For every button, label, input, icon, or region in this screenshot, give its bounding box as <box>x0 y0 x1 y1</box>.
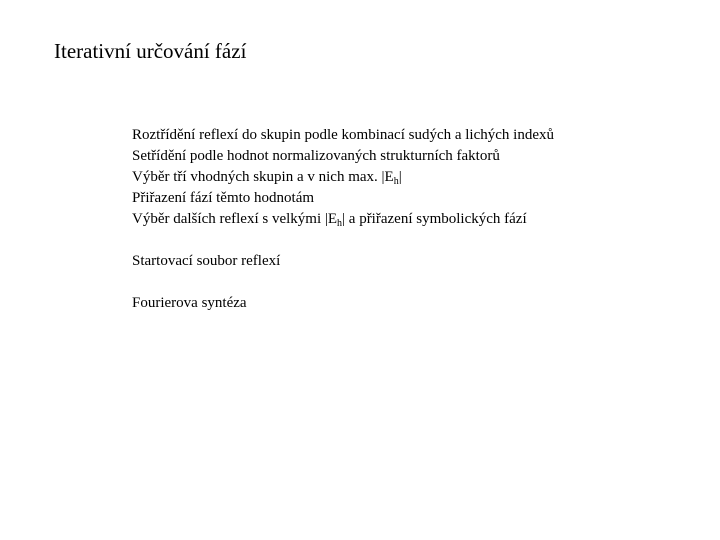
step-sort-groups: Roztřídění reflexí do skupin podle kombinací sudých a lichých indexů <box>132 127 554 143</box>
subscript-h: h <box>393 176 399 187</box>
step-select-more <box>132 209 554 230</box>
step-select-groups-text: Výběr tří vhodných skupin a v nich max. |E <box>132 169 394 185</box>
step-sort-values: Setřídění podle hodnot normalizovaných strukturních faktorů <box>132 148 500 164</box>
step-list <box>132 125 554 314</box>
step-assign-phases: Přiřazení fází těmto hodnotám <box>132 190 315 206</box>
fourier-synthesis: Fourierova syntéza <box>132 295 247 311</box>
step-select-groups <box>132 167 554 188</box>
spacer <box>132 272 554 293</box>
spacer <box>132 230 554 251</box>
slide-title: Iterativní určování fází <box>54 39 247 63</box>
starting-set: Startovací soubor reflexí <box>132 253 281 269</box>
subscript-h: h <box>337 218 343 229</box>
step-select-groups-bar: | <box>398 169 402 185</box>
step-select-more-suffix: | a přiřazení symbolických fází <box>342 211 527 227</box>
step-select-more-text: Výběr dalších reflexí s velkými |E <box>132 211 338 227</box>
